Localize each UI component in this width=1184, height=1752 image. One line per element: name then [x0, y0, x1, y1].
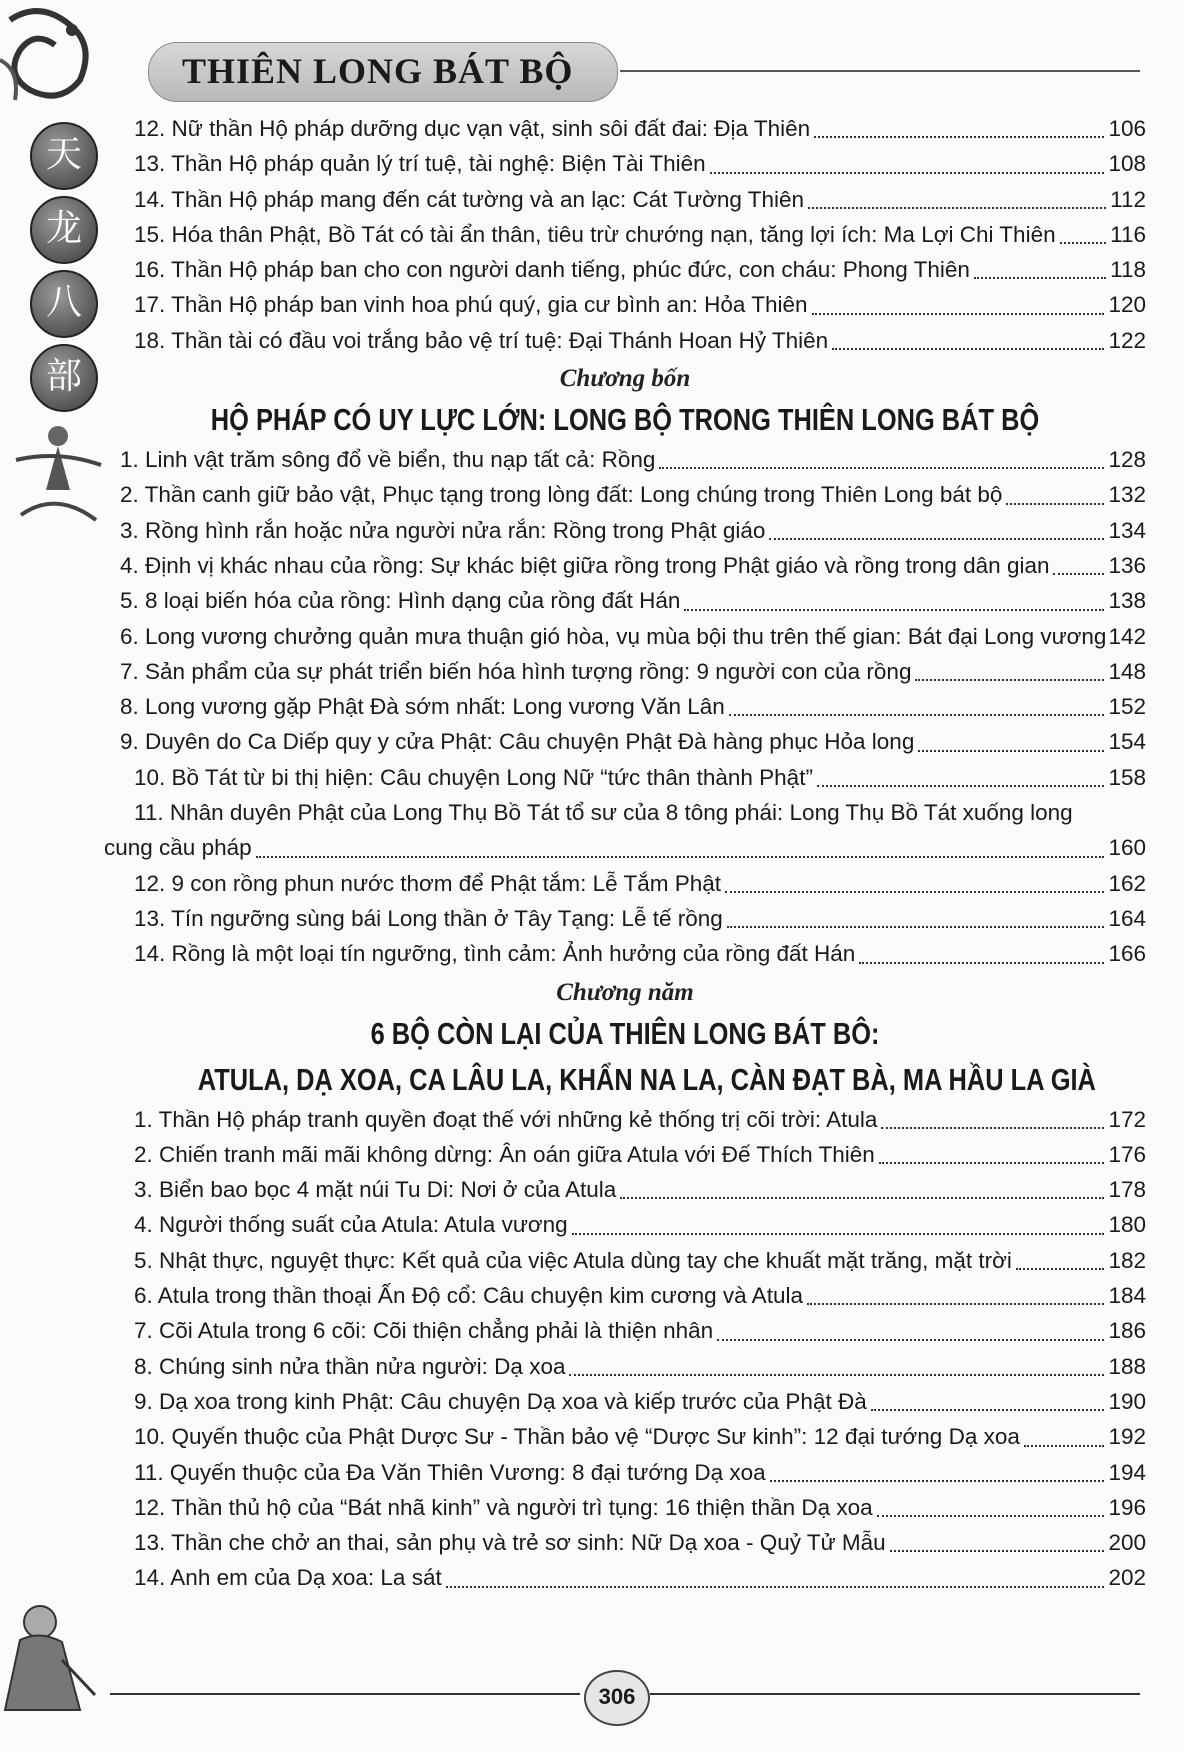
entry-text: Tín ngưỡng sùng bái Long thần ở Tây Tạng: Lễ tế rồng — [171, 905, 723, 931]
entry-title — [134, 1283, 803, 1309]
entry-text: Nhân duyên Phật của Long Thụ Bồ Tát tổ sư của 8 tông phái: Long Thụ Bồ Tát xuống long — [169, 800, 1073, 826]
entry-number: 9. — [134, 1388, 153, 1414]
chapter-label: Chương năm — [556, 978, 694, 1006]
entry-title — [134, 1177, 616, 1203]
entry-text: Biển bao bọc 4 mặt núi Tu Di: Nơi ở của Atula — [159, 1177, 617, 1203]
entry-page: 202 — [1108, 1565, 1146, 1591]
dragon-illustration — [0, 0, 110, 110]
entry-number: 7. — [120, 658, 139, 684]
entry-page: 190 — [1108, 1388, 1146, 1414]
entry-title — [120, 659, 911, 685]
dot-leader — [572, 1233, 1104, 1235]
entry-number: 4. — [134, 1212, 153, 1238]
entry-number: 11. — [134, 1459, 164, 1485]
dot-leader — [879, 1162, 1104, 1164]
entry-title — [120, 518, 765, 544]
entry-page: 120 — [1108, 292, 1146, 318]
entry-page: 184 — [1108, 1283, 1146, 1309]
entry-title — [134, 116, 810, 142]
entry-text: Nữ thần Hộ pháp dưỡng dục vạn vật, sinh sôi đất đai: Địa Thiên — [171, 116, 811, 141]
book-title: THIÊN LONG BÁT BỘ — [182, 51, 574, 91]
entry-title — [134, 800, 1073, 826]
left-decoration — [0, 0, 110, 1752]
entry-text: Linh vật trăm sông đổ về biển, thu nạp tất cả: Rồng — [145, 447, 656, 473]
toc-entry — [104, 1314, 1146, 1349]
dot-leader — [727, 926, 1104, 928]
chapter-title: HỘ PHÁP CÓ UY LỰC LỚN: LONG BỘ TRONG THIÊN LONG BÁT BỘ — [210, 402, 1040, 438]
entry-number: 1. — [134, 1106, 153, 1132]
entry-number: 10. — [134, 1424, 166, 1450]
dot-leader — [915, 679, 1104, 681]
entry-text: Duyên do Ca Diếp quy y cửa Phật: Câu chuyện Phật Đà hàng phục Hỏa long — [145, 729, 915, 755]
dot-leader — [446, 1586, 1104, 1588]
chapter-title: 6 BỘ CÒN LẠI CỦA THIÊN LONG BÁT BÔ: — [370, 1015, 880, 1051]
chapter-title: ATULA, DẠ XOA, CA LÂU LA, KHẨN NA LA, CÀN ĐẠT BÀ, MA HẦU LA GIÀ — [197, 1061, 1096, 1097]
entry-text: Long vương chưởng quản mưa thuận gió hòa, vụ mùa bội thu trên thế gian: Bát đại Long vương — [145, 623, 1107, 649]
toc-entry — [104, 478, 1146, 513]
entry-text: Thần Hộ pháp quản lý trí tuệ, tài nghệ: Biện Tài Thiên — [171, 151, 706, 177]
entry-text: Quyến thuộc của Phật Dược Sư - Thần bảo vệ “Dược Sư kinh”: 12 đại tướng Dạ xoa — [171, 1424, 1020, 1450]
entry-title — [134, 1460, 766, 1486]
dot-leader — [1053, 573, 1104, 575]
entry-page: 188 — [1108, 1353, 1146, 1379]
toc-entry — [104, 253, 1146, 288]
dot-leader — [817, 785, 1104, 787]
entry-page: 152 — [1108, 694, 1146, 720]
entry-title — [120, 624, 1106, 650]
entry-title — [134, 765, 813, 791]
entry-number: 12. — [134, 1494, 166, 1520]
table-of-contents — [104, 112, 1146, 1597]
entry-text: Bồ Tát từ bi thị hiện: Câu chuyện Long Nữ “tức thân thành Phật” — [171, 764, 813, 790]
entry-number: 15. — [134, 221, 166, 247]
entry-number: 4. — [120, 552, 139, 578]
entry-number: 14. — [134, 941, 166, 967]
page-number: 306 — [584, 1670, 650, 1726]
dot-leader — [832, 348, 1104, 350]
entry-page: 194 — [1108, 1459, 1146, 1485]
toc-entry — [104, 147, 1146, 182]
entry-page: 116 — [1110, 221, 1146, 247]
toc-entry — [104, 112, 1146, 147]
entry-title — [134, 1495, 873, 1521]
dot-leader — [859, 962, 1104, 964]
kanji-badge-2: 龙 — [30, 196, 98, 264]
entry-text: Quyến thuộc của Đa Văn Thiên Vương: 8 đại tướng Dạ xoa — [169, 1459, 766, 1485]
entry-title — [120, 482, 1002, 508]
dot-leader — [877, 1515, 1104, 1517]
entry-number: 8. — [134, 1353, 153, 1379]
entry-number: 5. — [134, 1247, 153, 1273]
entry-text: Thần Hộ pháp ban vinh hoa phú quý, gia cư bình an: Hỏa Thiên — [171, 292, 808, 318]
dot-leader — [769, 538, 1104, 540]
entry-page: 112 — [1110, 186, 1146, 212]
entry-number: 2. — [134, 1141, 153, 1167]
entry-title — [134, 292, 808, 318]
toc-entry — [104, 796, 1146, 831]
entry-text: Anh em của Dạ xoa: La sát — [170, 1565, 442, 1591]
entry-text: 8 loại biến hóa của rồng: Hình dạng của rồng đất Hán — [145, 588, 681, 614]
kanji-badge-3: 八 — [30, 270, 98, 338]
entry-number: 13. — [134, 151, 166, 177]
kanji-badge-1: 天 — [30, 122, 98, 190]
toc-entry — [104, 1350, 1146, 1385]
dot-leader — [808, 207, 1106, 209]
entry-page: 162 — [1108, 870, 1146, 896]
entry-title — [134, 1318, 713, 1344]
entry-number: 13. — [134, 1530, 166, 1556]
entry-number: 12. — [134, 870, 166, 896]
toc-entry — [104, 1173, 1146, 1208]
entry-text: Nhật thực, nguyệt thực: Kết quả của việc Atula dùng tay che khuất mặt trăng, mặt trời — [159, 1247, 1012, 1273]
toc-entry-continuation — [104, 831, 1146, 866]
entry-number: 18. — [134, 327, 166, 353]
dot-leader — [659, 467, 1104, 469]
entry-text: Thần thủ hộ của “Bát nhã kinh” và người trì tụng: 16 thiện thần Dạ xoa — [171, 1494, 873, 1520]
entry-number: 11. — [134, 800, 164, 826]
deity-illustration — [6, 420, 106, 530]
toc-entry — [104, 1456, 1146, 1491]
entry-number: 8. — [120, 694, 139, 720]
entry-text: Thần tài có đầu voi trắng bảo vệ trí tuệ: Đại Thánh Hoan Hỷ Thiên — [171, 327, 829, 353]
entry-page: 128 — [1108, 447, 1146, 473]
entry-title — [134, 941, 855, 967]
entry-title — [134, 1142, 875, 1168]
toc-entry — [104, 937, 1146, 972]
toc-entry — [104, 867, 1146, 902]
toc-entry — [104, 1244, 1146, 1279]
chapter-label: Chương bốn — [559, 365, 691, 393]
entry-title — [134, 1107, 877, 1133]
entry-number: 7. — [134, 1318, 153, 1344]
entry-number: 14. — [134, 1565, 166, 1591]
dot-leader — [881, 1127, 1104, 1129]
entry-page: 164 — [1108, 905, 1146, 931]
toc-entry — [104, 1103, 1146, 1138]
toc-entry — [104, 725, 1146, 760]
entry-number: 17. — [134, 292, 166, 318]
entry-text: Hóa thân Phật, Bồ Tát có tài ẩn thân, tiêu trừ chướng nạn, tăng lợi ích: Ma Lợi Chi Thiên — [171, 221, 1056, 247]
entry-text: Định vị khác nhau của rồng: Sự khác biệt giữa rồng trong Phật giáo và rồng trong dân gian — [145, 552, 1050, 578]
entry-text: Chúng sinh nửa thần nửa người: Dạ xoa — [159, 1353, 566, 1379]
entry-text: Rồng hình rắn hoặc nửa người nửa rắn: Rồng trong Phật giáo — [145, 517, 766, 543]
entry-title — [134, 187, 804, 213]
entry-title — [120, 694, 725, 720]
toc-entry — [104, 584, 1146, 619]
entry-number: 9. — [120, 729, 139, 755]
entry-page: 148 — [1108, 658, 1146, 684]
entry-number: 6. — [134, 1283, 153, 1309]
entry-text: Dạ xoa trong kinh Phật: Câu chuyện Dạ xoa và kiếp trước của Phật Đà — [159, 1388, 867, 1414]
toc-entry — [104, 324, 1146, 359]
entry-page: 186 — [1108, 1318, 1146, 1344]
entry-title — [134, 1212, 568, 1238]
entry-text: Sản phẩm của sự phát triển biến hóa hình tượng rồng: 9 người con của rồng — [145, 658, 912, 684]
dot-leader — [918, 750, 1104, 752]
entry-page: 192 — [1108, 1424, 1146, 1450]
toc-entry — [104, 761, 1146, 796]
dot-leader — [807, 1303, 1104, 1305]
entry-title — [120, 553, 1049, 579]
entry-page: 138 — [1108, 588, 1146, 614]
toc-entry — [104, 288, 1146, 323]
entry-text: Rồng là một loại tín ngưỡng, tình cảm: Ảnh hưởng của rồng đất Hán — [171, 941, 856, 967]
entry-text: Thần Hộ pháp tranh quyền đoạt thế với những kẻ thống trị cõi trời: Atula — [158, 1106, 878, 1132]
toc-entry — [104, 620, 1146, 655]
toc-entry — [104, 1526, 1146, 1561]
entry-page: 142 — [1108, 623, 1146, 649]
entry-text: Atula trong thần thoại Ấn Độ cổ: Câu chuyện kim cương và Atula — [157, 1283, 803, 1309]
dot-leader — [725, 891, 1104, 893]
entry-number: 3. — [120, 517, 139, 543]
entry-page: 106 — [1108, 116, 1146, 141]
dot-leader — [812, 313, 1104, 315]
entry-page: 132 — [1108, 482, 1146, 508]
entry-page: 178 — [1108, 1177, 1146, 1203]
entry-number: 13. — [134, 905, 166, 931]
toc-entry — [104, 1385, 1146, 1420]
toc-entry — [104, 902, 1146, 937]
entry-text-continuation: cung cầu pháp — [104, 835, 252, 861]
entry-page: 196 — [1108, 1494, 1146, 1520]
entry-text: Chiến tranh mãi mãi không dừng: Ân oán giữa Atula với Đế Thích Thiên — [159, 1141, 875, 1167]
toc-entry — [104, 183, 1146, 218]
toc-entry — [104, 1208, 1146, 1243]
toc-entry — [104, 690, 1146, 725]
entry-number: 16. — [134, 257, 166, 283]
entry-page: 172 — [1108, 1106, 1146, 1132]
entry-title — [120, 729, 914, 755]
entry-page: 166 — [1108, 941, 1146, 967]
dot-leader — [620, 1197, 1104, 1199]
entry-title — [134, 328, 828, 354]
entry-text: 9 con rồng phun nước thơm để Phật tắm: Lễ Tắm Phật — [171, 870, 722, 896]
dot-leader — [974, 277, 1106, 279]
entry-title — [134, 151, 706, 177]
entry-title — [134, 222, 1056, 248]
dot-leader — [256, 856, 1104, 858]
entry-text: Thần che chở an thai, sản phụ và trẻ sơ sinh: Nữ Dạ xoa - Quỷ Tử Mẫu — [171, 1530, 886, 1556]
toc-entry — [104, 218, 1146, 253]
entry-number: 14. — [134, 186, 166, 212]
entry-page: 200 — [1108, 1530, 1146, 1556]
entry-text: Thần Hộ pháp mang đến cát tường và an lạc: Cát Tường Thiên — [171, 186, 805, 212]
entry-title — [134, 871, 721, 897]
dot-leader — [1024, 1445, 1104, 1447]
entry-number: 1. — [120, 447, 139, 473]
entry-number: 12. — [134, 116, 166, 141]
entry-page: 182 — [1108, 1247, 1146, 1273]
toc-entry — [104, 549, 1146, 584]
entry-number: 6. — [120, 623, 139, 649]
entry-page: 134 — [1108, 517, 1146, 543]
dot-leader — [871, 1409, 1104, 1411]
entry-title — [134, 1424, 1020, 1450]
dot-leader — [814, 136, 1104, 138]
entry-page: 160 — [1108, 835, 1146, 861]
footer-rule-right — [650, 1693, 1140, 1695]
entry-title — [134, 1389, 867, 1415]
entry-title — [134, 1248, 1012, 1274]
dot-leader — [729, 714, 1104, 716]
toc-entry — [104, 1138, 1146, 1173]
entry-title — [120, 588, 680, 614]
toc-entry — [104, 655, 1146, 690]
toc-entry — [104, 1420, 1146, 1455]
toc-entry — [104, 1561, 1146, 1596]
entry-page: 136 — [1108, 552, 1146, 578]
entry-text: Thần Hộ pháp ban cho con người danh tiếng, phúc đức, con cháu: Phong Thiên — [171, 257, 970, 283]
entry-text: Người thống suất của Atula: Atula vương — [159, 1212, 568, 1238]
entry-page: 122 — [1108, 327, 1146, 353]
dot-leader — [710, 172, 1104, 174]
kanji-badge-4: 部 — [30, 344, 98, 412]
entry-page: 154 — [1108, 729, 1146, 755]
entry-number: 10. — [134, 764, 166, 790]
footer-rule-left — [110, 1693, 580, 1695]
dot-leader — [684, 609, 1104, 611]
entry-number: 3. — [134, 1177, 153, 1203]
dot-leader — [1016, 1268, 1104, 1270]
entry-number: 2. — [120, 482, 139, 508]
entry-title — [134, 257, 970, 283]
entry-page: 158 — [1108, 764, 1146, 790]
entry-page: 176 — [1108, 1141, 1146, 1167]
header-rule — [620, 70, 1140, 72]
dot-leader — [890, 1550, 1104, 1552]
toc-entry — [104, 1491, 1146, 1526]
entry-number: 5. — [120, 588, 139, 614]
toc-entry — [104, 514, 1146, 549]
dot-leader — [717, 1339, 1104, 1341]
entry-text: Cõi Atula trong 6 cõi: Cõi thiện chẳng phải là thiện nhân — [159, 1318, 714, 1344]
monk-illustration — [0, 1600, 110, 1720]
entry-title — [134, 1354, 565, 1380]
entry-page: 180 — [1108, 1212, 1146, 1238]
dot-leader — [1060, 242, 1106, 244]
dot-leader — [569, 1374, 1104, 1376]
toc-entry — [104, 443, 1146, 478]
entry-title — [134, 1565, 442, 1591]
toc-entry — [104, 1279, 1146, 1314]
entry-page: 108 — [1108, 151, 1146, 177]
entry-title — [134, 1530, 886, 1556]
entry-text: Thần canh giữ bảo vật, Phục tạng trong lòng đất: Long chúng trong Thiên Long bát bộ — [144, 482, 1003, 508]
dot-leader — [770, 1480, 1104, 1482]
dot-leader — [1006, 503, 1104, 505]
entry-title — [120, 447, 655, 473]
entry-title — [134, 906, 723, 932]
entry-page: 118 — [1110, 257, 1146, 283]
entry-text: Long vương gặp Phật Đà sớm nhất: Long vương Văn Lân — [145, 694, 725, 720]
